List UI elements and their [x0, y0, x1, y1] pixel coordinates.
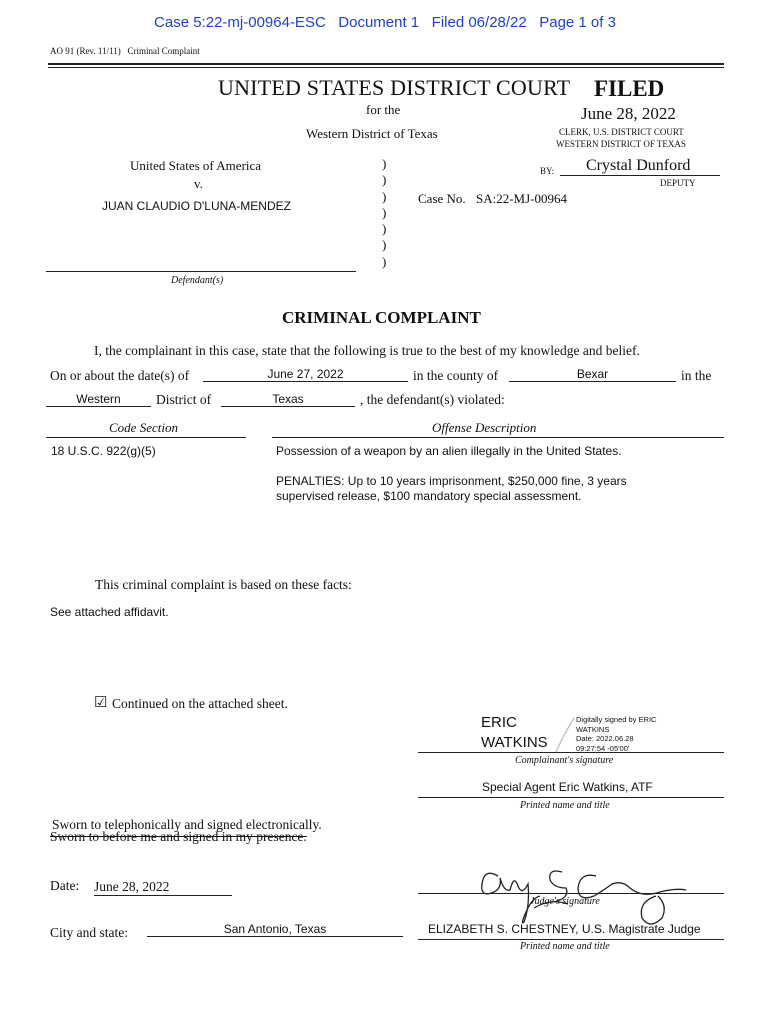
- paren: ): [382, 237, 387, 253]
- district-field: Western: [46, 392, 151, 407]
- header-rule-bottom: [48, 67, 724, 68]
- digital-signature-block: [576, 715, 656, 753]
- continued-checkbox[interactable]: ☑: [94, 695, 108, 711]
- violated-label: , the defendant(s) violated:: [360, 392, 505, 407]
- complainant-signature-name-1: ERIC: [481, 714, 517, 731]
- offense-description-value: Possession of a weapon by an alien illegally in the United States.: [276, 444, 622, 458]
- case-no-label: Case No.: [418, 191, 466, 206]
- defendant-underline: [46, 271, 356, 272]
- paren: ): [382, 156, 387, 171]
- clerk-line-1: CLERK, U.S. DISTRICT COURT: [559, 127, 684, 137]
- deputy-label: DEPUTY: [660, 178, 696, 188]
- paren: ): [382, 221, 387, 237]
- code-section-header: Code Section: [109, 420, 178, 435]
- penalties-line-1: PENALTIES: Up to 10 years imprisonment, $250,000 fine, 3 years: [276, 474, 627, 488]
- clerk-line-2: WESTERN DISTRICT OF TEXAS: [556, 139, 686, 149]
- continued-label: Continued on the attached sheet.: [112, 696, 288, 711]
- complainant-signature-line: [418, 752, 724, 753]
- facts-label: This criminal complaint is based on these facts:: [95, 577, 352, 592]
- by-underline: [560, 175, 720, 176]
- penalties-line-2: supervised release, $100 mandatory special assessment.: [276, 489, 582, 503]
- city-state-label: City and state:: [50, 925, 128, 940]
- by-label: BY:: [540, 166, 555, 176]
- code-section-value: 18 U.S.C. 922(g)(5): [51, 444, 156, 458]
- paren: ): [382, 172, 387, 188]
- judge-printed-line: [418, 939, 724, 940]
- header-rule-top: [48, 63, 724, 65]
- complainant-printed-line: [418, 797, 724, 798]
- facts-text: See attached affidavit.: [50, 605, 169, 619]
- city-state-field: San Antonio, Texas: [147, 922, 403, 937]
- code-header-rule: [46, 437, 246, 438]
- case-no-value: SA:22-MJ-00964: [476, 191, 568, 206]
- defendant-name: JUAN CLAUDIO D'LUNA-MENDEZ: [102, 199, 291, 213]
- sworn-in-presence-struck: Sworn to before me and signed in my presence.: [50, 829, 307, 844]
- in-county-label: in the county of: [413, 368, 499, 383]
- digital-signature-line: WATKINS: [576, 724, 610, 734]
- paren: ): [382, 253, 387, 269]
- complainant-printed-name: Special Agent Eric Watkins, ATF: [482, 780, 653, 794]
- digital-signature-line: Digitally signed by ERIC: [576, 715, 657, 724]
- caption-parens: [382, 156, 386, 270]
- complaint-title: CRIMINAL COMPLAINT: [282, 308, 481, 327]
- district-of-label: District of: [156, 392, 212, 407]
- complainant-signature-name-2: WATKINS: [481, 734, 548, 751]
- in-the-label: in the: [681, 368, 712, 383]
- plaintiff-name: United States of America: [130, 158, 262, 173]
- judge-printed-name: ELIZABETH S. CHESTNEY, U.S. Magistrate Judge: [428, 922, 701, 936]
- judge-signature-line: [418, 893, 724, 894]
- court-title: UNITED STATES DISTRICT COURT: [218, 75, 571, 100]
- sworn-electronically: Sworn to telephonically and signed electronically.: [52, 817, 322, 832]
- form-id: AO 91 (Rev. 11/11) Criminal Complaint: [50, 46, 200, 56]
- statement-intro: I, the complainant in this case, state that the following is true to the best of my knowledge and belief.: [94, 343, 640, 358]
- case-header-stamp: Case 5:22-mj-00964-ESC Document 1 Filed 06/28/22 Page 1 of 3: [154, 14, 616, 31]
- offense-description-header: Offense Description: [432, 420, 537, 435]
- on-or-about-label: On or about the date(s) of: [50, 368, 190, 383]
- complainant-printed-label: Printed name and title: [520, 800, 610, 811]
- digital-signature-line: 09:27:54 -05'00': [576, 743, 630, 753]
- desc-header-rule: [272, 437, 724, 438]
- filed-label: FILED: [594, 76, 665, 101]
- judge-printed-label: Printed name and title: [520, 941, 610, 952]
- judge-signature-label: Judge's signature: [530, 896, 600, 907]
- digital-signature-line: Date: 2022.06.28: [576, 734, 634, 743]
- filed-date: June 28, 2022: [581, 104, 676, 123]
- versus: v.: [194, 176, 203, 191]
- paren: ): [382, 204, 387, 220]
- digital-signature-mark: [552, 716, 578, 754]
- county-field: Bexar: [509, 367, 676, 382]
- date-label: Date:: [50, 878, 80, 893]
- by-name: Crystal Dunford: [586, 157, 691, 174]
- court-district: Western District of Texas: [306, 126, 438, 141]
- offense-date-field: June 27, 2022: [203, 367, 408, 382]
- sign-date-field: June 28, 2022: [94, 879, 232, 896]
- complainant-signature-label: Complainant's signature: [515, 755, 614, 766]
- paren: ): [382, 188, 387, 204]
- defendant-label: Defendant(s): [171, 275, 224, 286]
- court-for-the: for the: [366, 102, 401, 117]
- state-field: Texas: [221, 392, 355, 407]
